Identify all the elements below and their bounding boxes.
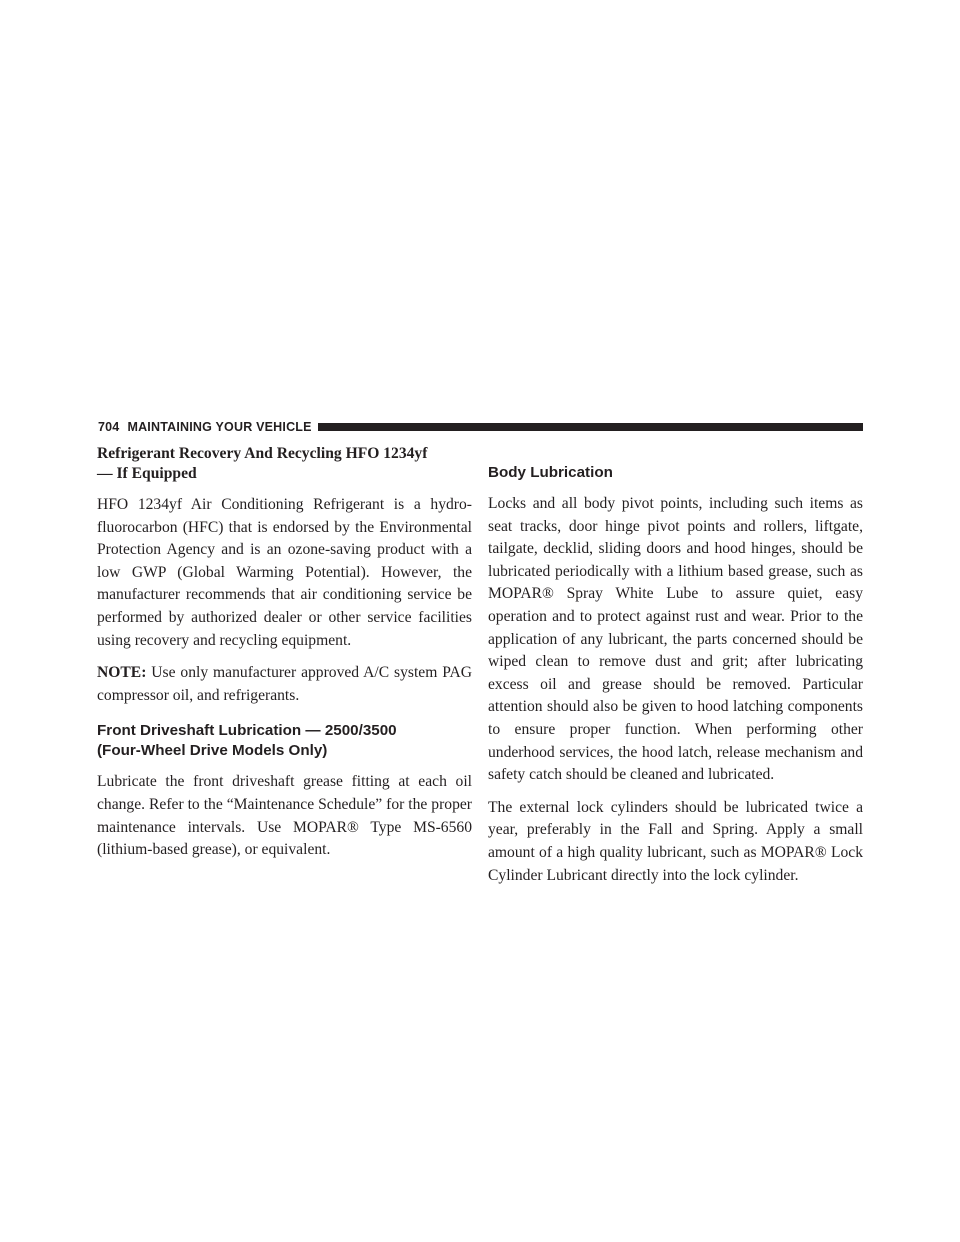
driveshaft-heading	[97, 721, 472, 761]
refrigerant-heading-line2: — If Equipped	[97, 465, 197, 482]
note-paragraph	[97, 662, 472, 707]
section-title: MAINTAINING YOUR VEHICLE	[127, 420, 312, 434]
body-lubrication-heading: Body Lubrication	[488, 464, 613, 481]
refrigerant-paragraph: HFO 1234yf Air Conditioning Refrigerant is a hydrofluorocarbon (HFC) that is endorsed by the Environmental Protection Agency and is an ozone-saving product with a low GWP (Global Warming Potential). However, the manufacturer recommends that air conditioning service be performed by authorized dealer or other service facilities using recovery and recycling equipment.	[97, 496, 472, 649]
page-header	[98, 418, 863, 436]
note-label: NOTE:	[97, 664, 147, 682]
right-column	[488, 444, 863, 897]
body-lubrication-paragraph-2: The external lock cylinders should be lubricated twice a year, preferably in the Fall and Spring. Apply a small amount of a high quality lubricant, such as MOPAR® Lock Cylinder Lubricant directly into the lock cylinder.	[488, 798, 863, 884]
refrigerant-heading	[97, 444, 472, 484]
driveshaft-heading-line1: Front Driveshaft Lubrication — 2500/3500	[97, 722, 397, 740]
page-number: 704	[98, 420, 120, 434]
header-rule	[318, 423, 863, 431]
refrigerant-heading-line1: Refrigerant Recovery And Recycling HFO 1234yf	[97, 445, 428, 462]
note-text: Use only manufacturer approved A/C system PAG compressor oil, and refrigerants.	[97, 664, 472, 704]
driveshaft-paragraph: Lubricate the front driveshaft grease fitting at each oil change. Refer to the “Maintenance Schedule” for the proper maintenance intervals. Use MOPAR® Type MS-6560 (lithium-based grease), or equivalent.	[97, 773, 472, 859]
left-column	[97, 444, 472, 872]
driveshaft-heading-line2: (Four-Wheel Drive Models Only)	[97, 742, 328, 760]
body-lubrication-paragraph-1: Locks and all body pivot points, including such items as seat tracks, door hinge pivot points and rollers, liftgate, tailgate, decklid, sliding doors and hood hinges, should be lubricated periodically with a lithium based grease, such as MOPAR® Spray White Lube to assure quiet, easy operation and to protect against rust and wear. Prior to the application of any lubricant, the parts concerned should be wiped clean to remove dust and grit; after lubricating excess oil and grease should be removed. Particular attention should also be given to hood latching components to ensure proper function. When performing other underhood services, the hood latch, release mechanism and safety catch should be cleaned and lubricated.	[488, 495, 863, 784]
